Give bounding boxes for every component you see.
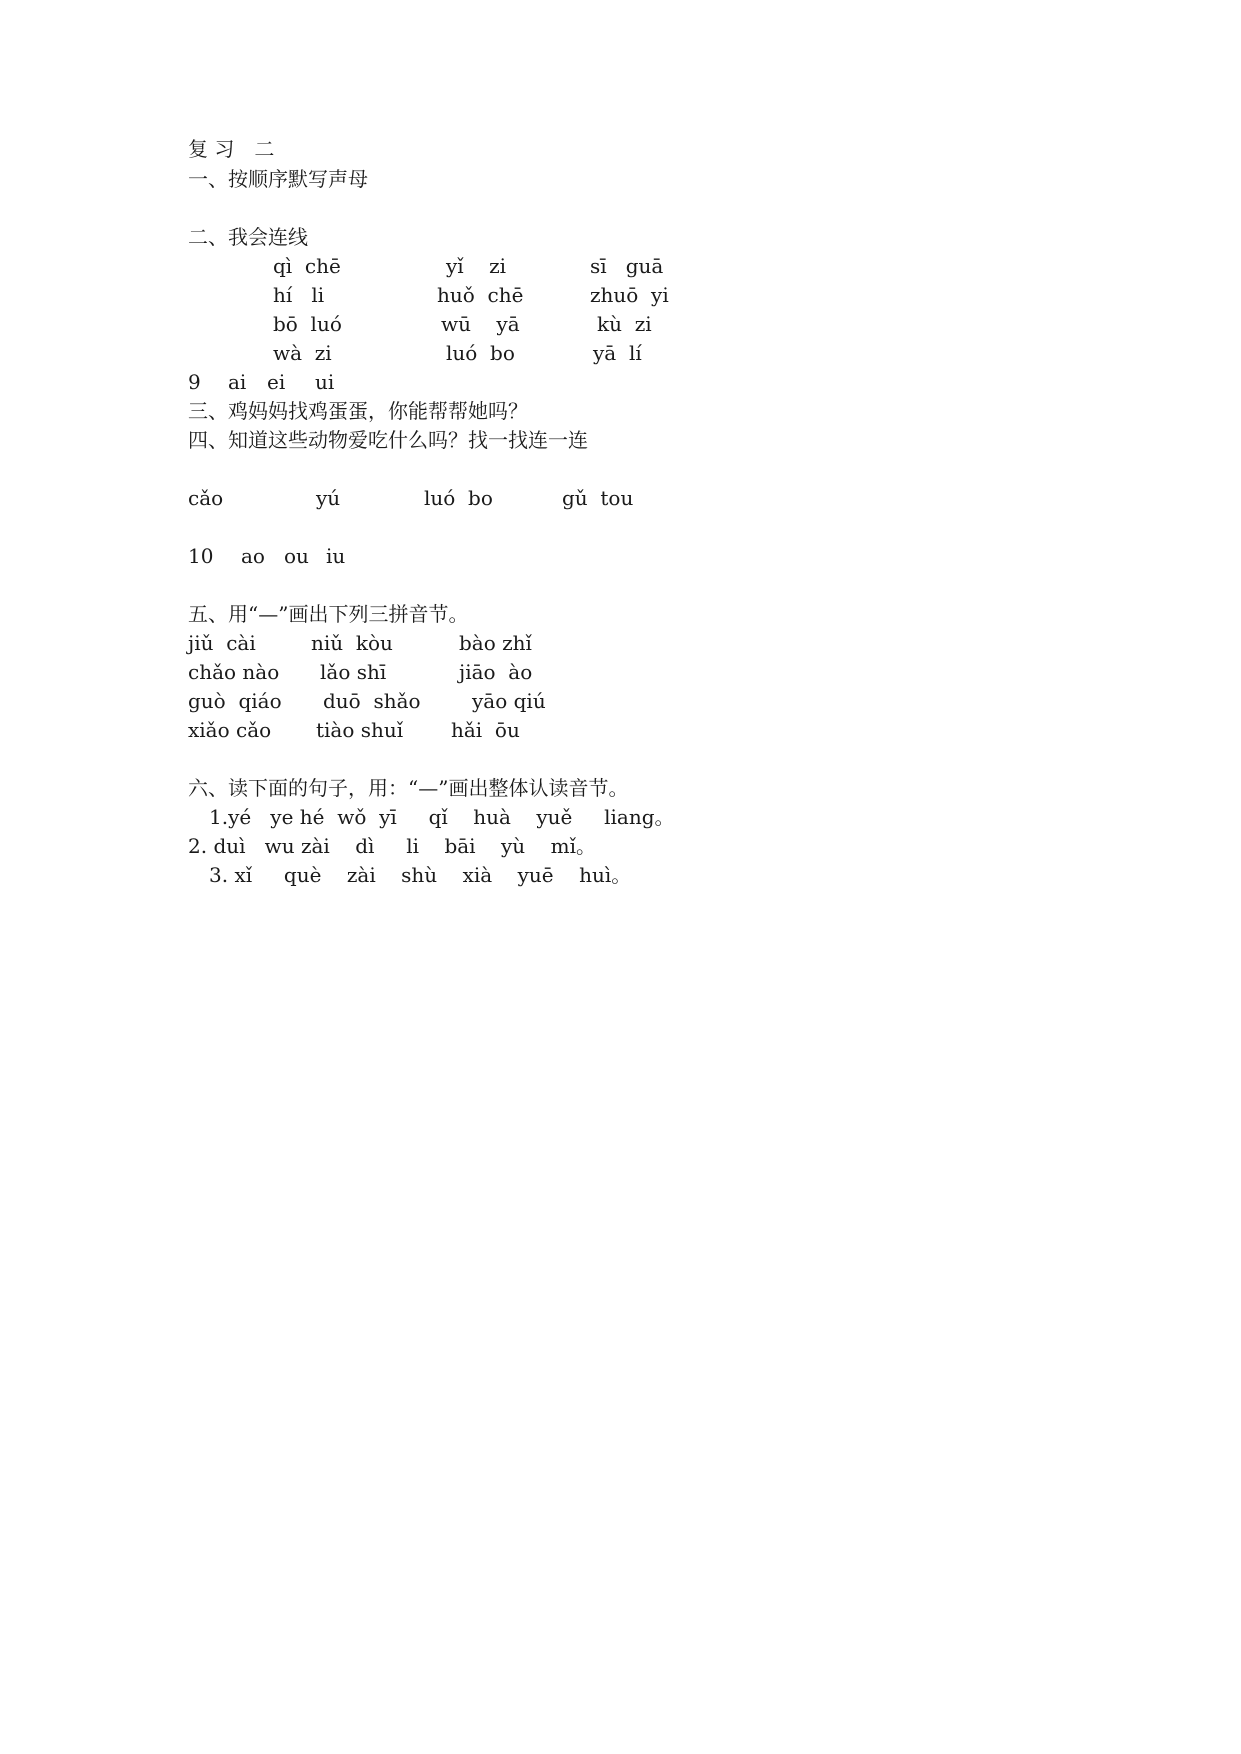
pinyin-word: kù zi	[597, 312, 652, 336]
section-1-heading: 一、按顺序默写声母	[188, 167, 368, 191]
finals-item: ao	[241, 544, 265, 568]
page-title: 复 习 二	[188, 137, 275, 161]
matching-row	[0, 340, 1241, 366]
food-words-row	[0, 485, 1241, 511]
pinyin-word: cǎo	[188, 486, 224, 510]
pinyin-word: zhuō yi	[590, 283, 669, 307]
pinyin-word: lǎo shī	[320, 660, 387, 684]
lesson-number: 9	[188, 370, 201, 394]
section-5-heading: 五、用“—”画出下列三拼音节。	[188, 602, 469, 626]
pinyin-word: sī guā	[590, 254, 664, 278]
syllable-row	[0, 717, 1241, 743]
pinyin-word: yā lí	[593, 341, 642, 365]
finals-item: iu	[326, 544, 346, 568]
pinyin-word: hǎi ōu	[451, 718, 520, 742]
syllable-row	[0, 688, 1241, 714]
pinyin-word: yǐ zi	[446, 254, 507, 278]
pinyin-word: guò qiáo	[188, 689, 282, 713]
pinyin-word: luó bo	[446, 341, 515, 365]
pinyin-word: wà zi	[273, 341, 332, 365]
section-3-heading: 三、鸡妈妈找鸡蛋蛋，你能帮帮她吗？	[188, 399, 528, 423]
pinyin-word: chǎo nào	[188, 660, 280, 684]
pinyin-word: qì chē	[273, 254, 341, 278]
pinyin-word: huǒ chē	[437, 283, 524, 307]
pinyin-word: yú	[316, 486, 341, 510]
syllable-row	[0, 630, 1241, 656]
section-4-heading: 四、知道这些动物爱吃什么吗？找一找连一连	[188, 428, 588, 452]
pinyin-word: xiǎo cǎo	[188, 718, 272, 742]
sentence-3: 3. xǐ què zài shù xià yuē huì。	[209, 863, 632, 887]
pinyin-word: bào zhǐ	[459, 631, 532, 655]
section-2-heading: 二、我会连线	[188, 225, 308, 249]
pinyin-word: niǔ kòu	[311, 631, 393, 655]
sentence-2: 2. duì wu zài dì li bāi yù mǐ。	[188, 834, 596, 858]
sentence-1: 1.yé ye hé wǒ yī qǐ huà yuě liang。	[209, 805, 675, 829]
finals-item: ou	[284, 544, 309, 568]
pinyin-word: duō shǎo	[323, 689, 421, 713]
matching-row	[0, 311, 1241, 337]
matching-row	[0, 282, 1241, 308]
pinyin-word: yāo qiú	[472, 689, 546, 713]
finals-item: ei	[267, 370, 286, 394]
finals-item: ui	[315, 370, 335, 394]
matching-row	[0, 253, 1241, 279]
pinyin-word: wū yā	[441, 312, 520, 336]
pinyin-word: gǔ tou	[562, 486, 634, 510]
pinyin-word: jiāo ào	[459, 660, 533, 684]
lesson-10-row	[0, 543, 1241, 569]
finals-item: ai	[228, 370, 247, 394]
pinyin-word: tiào shuǐ	[316, 718, 404, 742]
lesson-number: 10	[188, 544, 214, 568]
section-6-heading: 六、读下面的句子，用：“—”画出整体认读音节。	[188, 776, 629, 800]
pinyin-word: hí li	[273, 283, 325, 307]
lesson-9-row	[0, 369, 1241, 395]
pinyin-word: jiǔ cài	[188, 631, 256, 655]
pinyin-word: bō luó	[273, 312, 342, 336]
syllable-row	[0, 659, 1241, 685]
pinyin-word: luó bo	[424, 486, 493, 510]
